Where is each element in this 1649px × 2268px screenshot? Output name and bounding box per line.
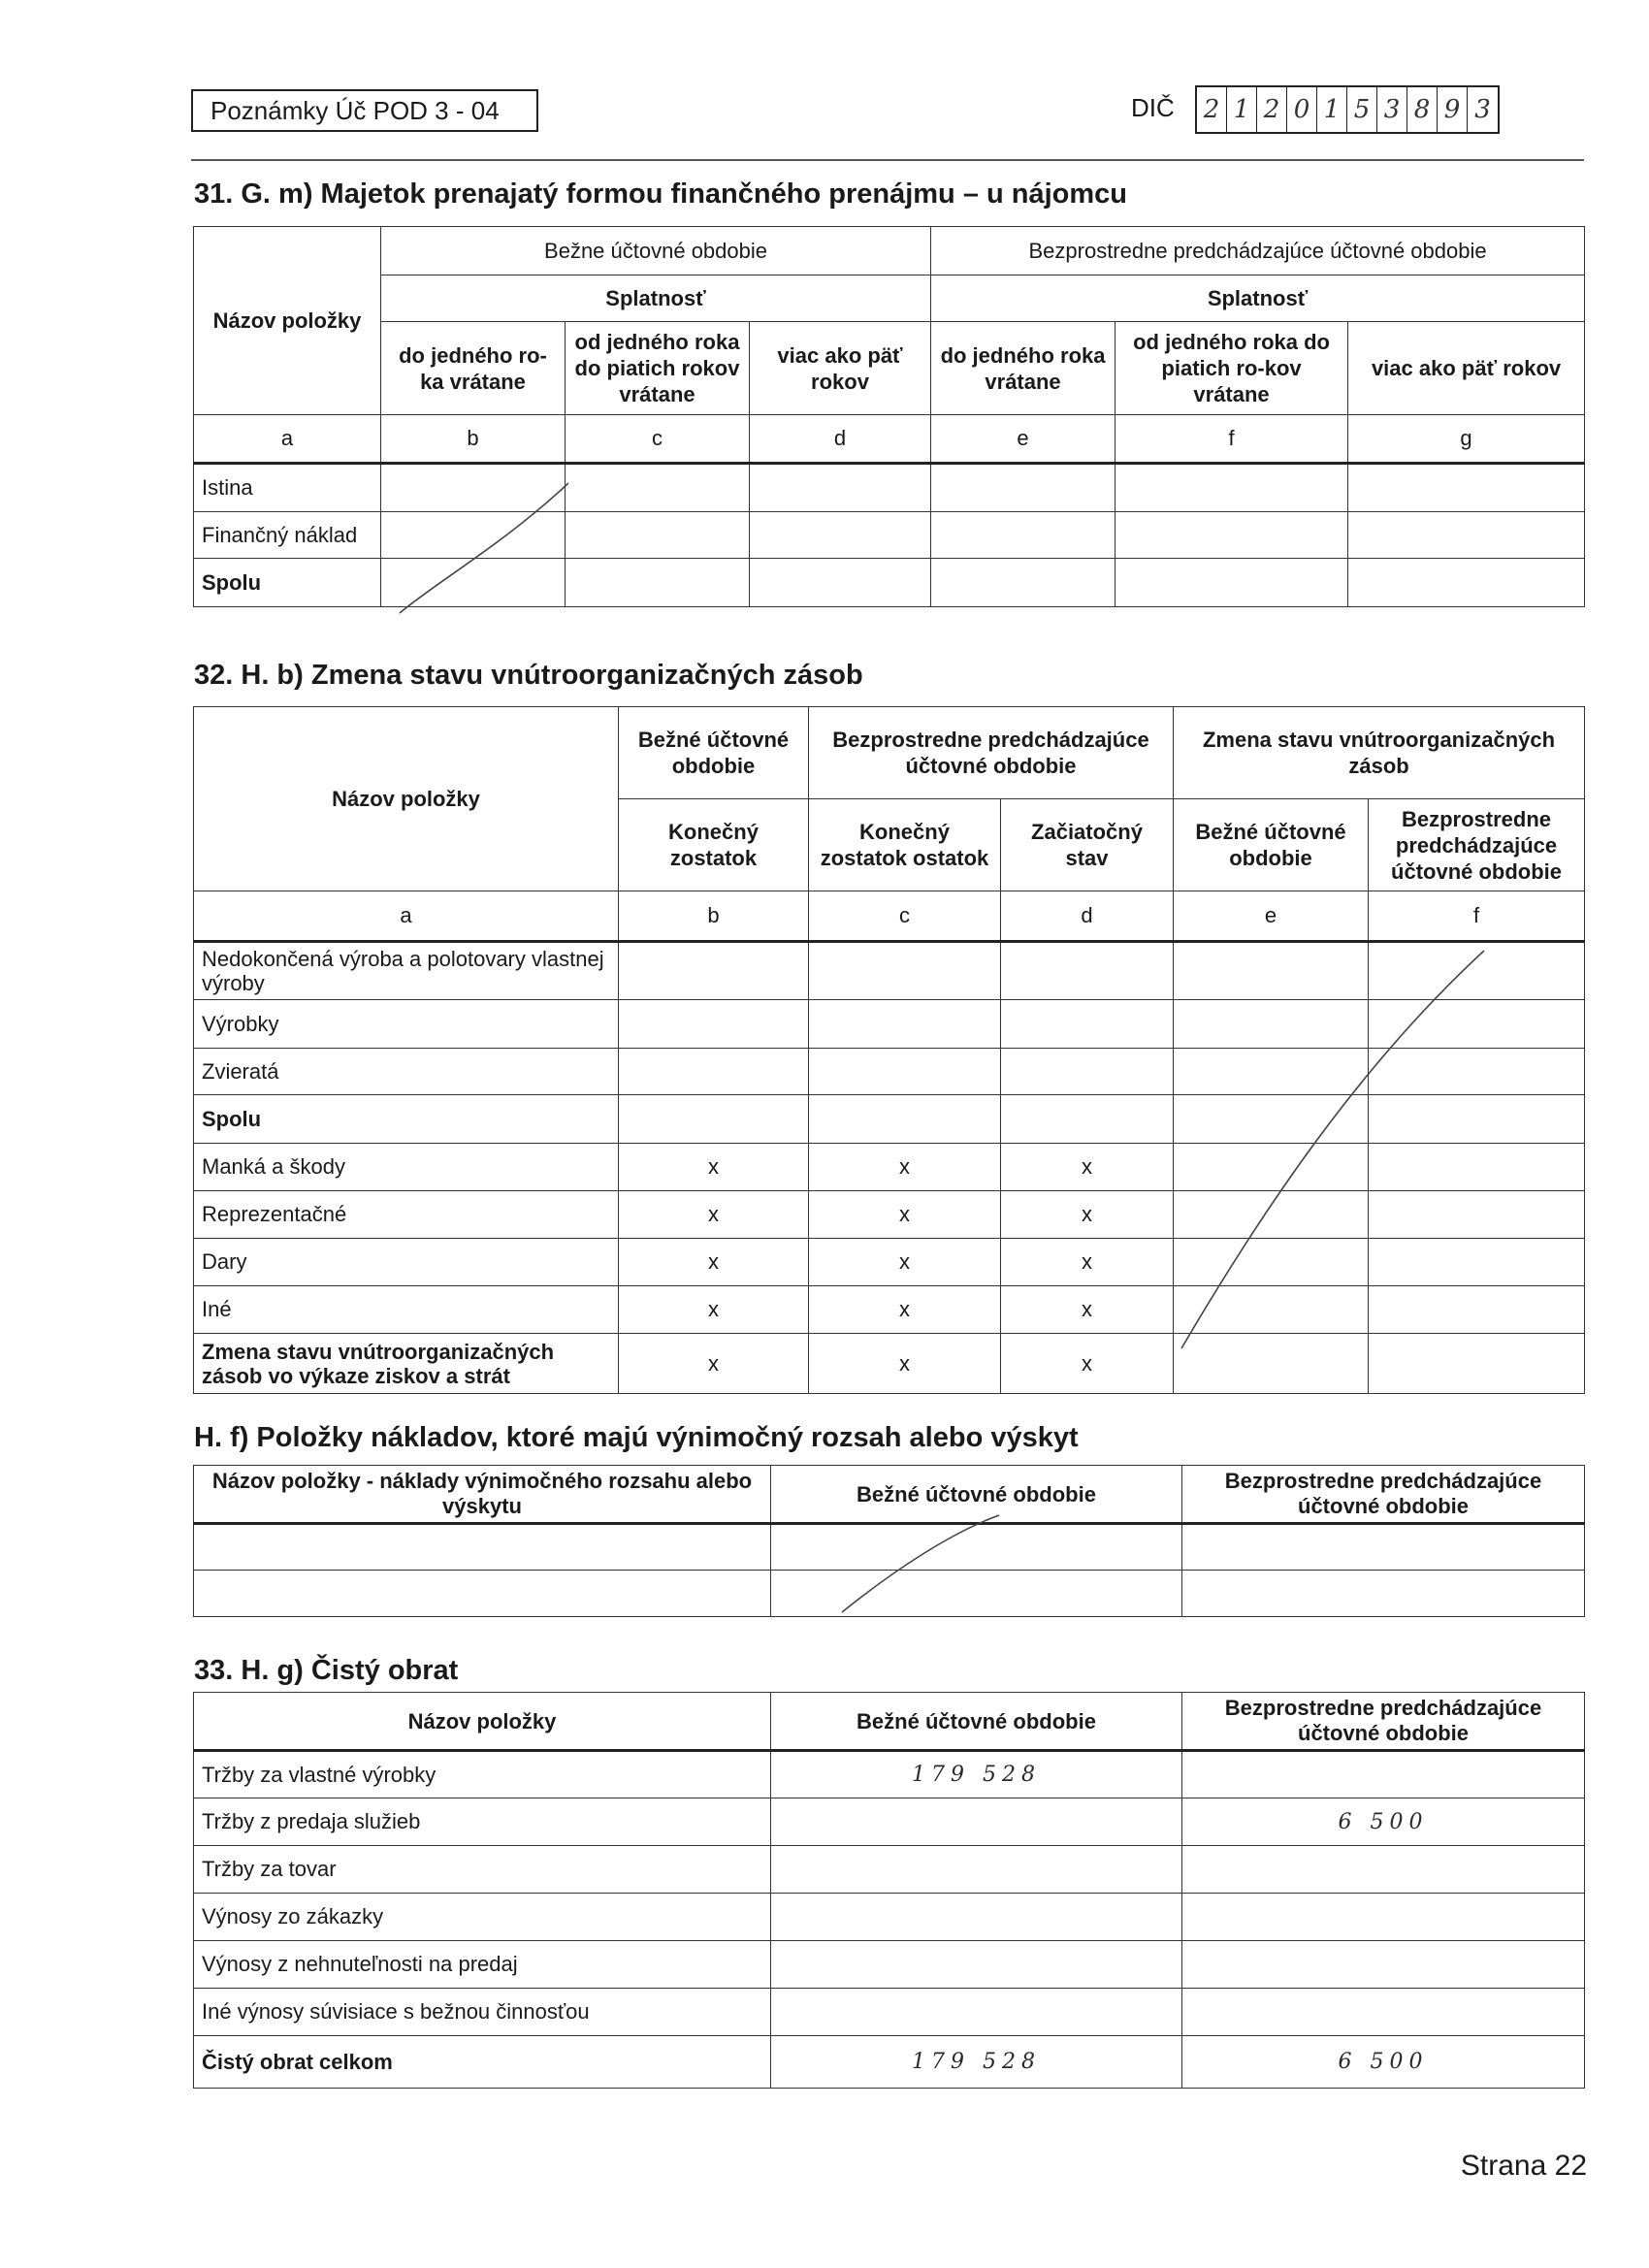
row-label: Dary	[194, 1239, 619, 1286]
header-rule	[191, 159, 1584, 161]
col-current-header: Bežné účtovné obdobie	[771, 1693, 1182, 1751]
x-mark: x	[619, 1144, 809, 1191]
col-previous-header: Bezprostredne predchádzajúce účtovné obdobie	[1182, 1693, 1585, 1751]
dic-boxes	[1195, 85, 1500, 134]
x-mark: x	[1001, 1191, 1174, 1239]
splatnost-header: Splatnosť	[931, 275, 1585, 322]
group-previous-header: Bezprostredne predchádzajúce účtovné obdobie	[809, 707, 1174, 799]
value-current	[771, 1894, 1182, 1941]
x-mark: x	[619, 1239, 809, 1286]
sub-header: do jedného ro-ka vrátane	[381, 322, 566, 415]
row-label: Výnosy z nehnuteľnosti na predaj	[194, 1941, 771, 1989]
sub-header: Bezprostredne predchádzajúce účtovné obdobie	[1369, 799, 1585, 891]
col-letter: f	[1369, 891, 1585, 942]
dic-digit: 1	[1227, 87, 1257, 132]
value-previous: 6 500	[1182, 1798, 1585, 1846]
col-name-header: Názov položky	[194, 227, 381, 415]
value-previous	[1182, 1894, 1585, 1941]
col-name-header: Názov položky - náklady výnimočného rozsahu alebo výskytu	[194, 1466, 771, 1524]
row-label: Manká a škody	[194, 1144, 619, 1191]
value-current	[771, 1798, 1182, 1846]
group-current-header: Bežne účtovné obdobie	[381, 227, 931, 275]
row-label-total: Spolu	[194, 1095, 619, 1144]
col-letter: b	[619, 891, 809, 942]
section-31-title: 31. G. m) Majetok prenajatý formou finančného prenájmu – u nájomcu	[194, 178, 1128, 210]
sub-header: Konečný zostatok	[619, 799, 809, 891]
col-letter: c	[809, 891, 1001, 942]
x-mark: x	[619, 1286, 809, 1334]
value-previous-total: 6 500	[1182, 2036, 1585, 2089]
col-letter: a	[194, 415, 381, 464]
x-mark: x	[619, 1191, 809, 1239]
sub-header: viac ako päť rokov	[1348, 322, 1585, 415]
col-letter: c	[566, 415, 750, 464]
col-letter: b	[381, 415, 566, 464]
row-label: Tržby za vlastné výrobky	[194, 1751, 771, 1798]
row-label: Tržby za tovar	[194, 1846, 771, 1894]
col-letter: g	[1348, 415, 1585, 464]
value-current	[771, 1989, 1182, 2036]
x-mark: x	[1001, 1286, 1174, 1334]
row-label: Reprezentačné	[194, 1191, 619, 1239]
x-mark: x	[809, 1286, 1001, 1334]
sub-header: Začiatočný stav	[1001, 799, 1174, 891]
group-current-header: Bežné účtovné obdobie	[619, 707, 809, 799]
row-label: Nedokončená výroba a polotovary vlastnej výroby	[194, 942, 619, 1000]
value-previous	[1182, 1941, 1585, 1989]
table-33	[193, 1692, 1585, 2089]
col-current-header: Bežné účtovné obdobie	[771, 1466, 1182, 1524]
value-current-total: 179 528	[771, 2036, 1182, 2089]
group-change-header: Zmena stavu vnútroorganizačných zásob	[1174, 707, 1585, 799]
row-label: Iné výnosy súvisiace s bežnou činnosťou	[194, 1989, 771, 2036]
dic-digit: 8	[1407, 87, 1438, 132]
row-label: Zvieratá	[194, 1049, 619, 1095]
sub-header: viac ako päť rokov	[750, 322, 931, 415]
row-label: Iné	[194, 1286, 619, 1334]
dic-label: DIČ	[1131, 93, 1175, 122]
col-letter: a	[194, 891, 619, 942]
value-previous	[1182, 1846, 1585, 1894]
row-label: Tržby z predaja služieb	[194, 1798, 771, 1846]
value-current	[771, 1941, 1182, 1989]
col-name-header: Názov položky	[194, 1693, 771, 1751]
col-letter: d	[750, 415, 931, 464]
x-mark: x	[1001, 1334, 1174, 1394]
dic-digit: 2	[1197, 87, 1227, 132]
x-mark: x	[809, 1191, 1001, 1239]
dic-digit: 0	[1287, 87, 1317, 132]
dic-digit: 3	[1377, 87, 1407, 132]
x-mark: x	[619, 1334, 809, 1394]
sub-header: od jedného roka do piatich ro-kov vrátane	[1116, 322, 1348, 415]
table-hf	[193, 1465, 1585, 1617]
dic-digit: 9	[1438, 87, 1468, 132]
group-previous-header: Bezprostredne predchádzajúce účtovné obdobie	[931, 227, 1585, 275]
page-number: Strana 22	[1460, 2150, 1587, 2182]
dic-digit: 3	[1474, 95, 1491, 124]
row-label-total: Spolu	[194, 559, 381, 607]
table-32	[193, 706, 1585, 1394]
dic-digit: 1	[1317, 87, 1347, 132]
sub-header: Bežné účtovné obdobie	[1174, 799, 1369, 891]
section-hf-title: H. f) Položky nákladov, ktoré majú výnimočný rozsah alebo výskyt	[194, 1422, 1079, 1453]
dic-digit: 2	[1257, 87, 1287, 132]
row-label: Istina	[194, 464, 381, 512]
sub-header: do jedného roka vrátane	[931, 322, 1116, 415]
sub-header: od jedného roka do piatich rokov vrátane	[566, 322, 750, 415]
col-previous-header: Bezprostredne predchádzajúce účtovné obdobie	[1182, 1466, 1585, 1524]
value-current	[771, 1846, 1182, 1894]
col-letter: e	[931, 415, 1116, 464]
col-name-header: Názov položky	[194, 707, 619, 891]
x-mark: x	[809, 1334, 1001, 1394]
x-mark: x	[809, 1239, 1001, 1286]
section-33-title: 33. H. g) Čistý obrat	[194, 1655, 459, 1686]
table-31	[193, 226, 1585, 607]
x-mark: x	[1001, 1144, 1174, 1191]
value-previous	[1182, 1751, 1585, 1798]
x-mark: x	[1001, 1239, 1174, 1286]
row-label-total: Čistý obrat celkom	[194, 2036, 771, 2089]
row-label: Výnosy zo zákazky	[194, 1894, 771, 1941]
value-previous	[1182, 1989, 1585, 2036]
value-current: 179 528	[771, 1751, 1182, 1798]
section-32-title: 32. H. b) Zmena stavu vnútroorganizačných zásob	[194, 660, 863, 691]
col-letter: d	[1001, 891, 1174, 942]
row-label-total: Zmena stavu vnútroorganizačných zásob vo výkaze ziskov a strát	[194, 1334, 619, 1394]
col-letter: f	[1116, 415, 1348, 464]
dic-digit: 5	[1347, 87, 1377, 132]
col-letter: e	[1174, 891, 1369, 942]
row-label: Výrobky	[194, 1000, 619, 1049]
x-mark: x	[809, 1144, 1001, 1191]
row-label: Finančný náklad	[194, 512, 381, 559]
splatnost-header: Splatnosť	[381, 275, 931, 322]
form-id-box: Poznámky Úč POD 3 - 04	[191, 89, 538, 132]
sub-header: Konečný zostatok ostatok	[809, 799, 1001, 891]
